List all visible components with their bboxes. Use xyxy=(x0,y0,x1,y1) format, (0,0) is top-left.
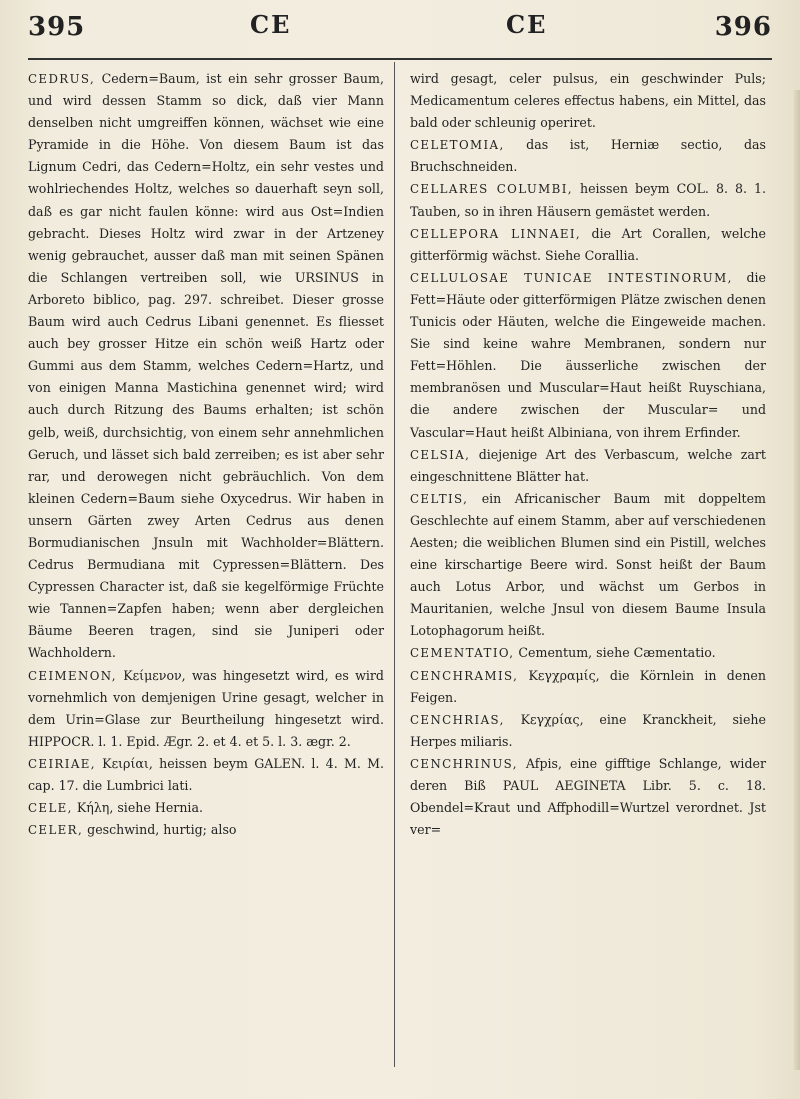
entry-cenchrinus xyxy=(410,753,766,841)
entry-text: diejenige Art des Verbascum, welche zart eingeschnittene Blätter hat. xyxy=(410,446,766,484)
entry-head: CEIRIAE, xyxy=(28,756,96,771)
right-column xyxy=(410,68,766,841)
page-edge-shadow xyxy=(794,90,800,1070)
column-divider xyxy=(394,62,395,1067)
entry-head: CEDRUS, xyxy=(28,72,96,86)
entry-cenchrias xyxy=(410,709,766,753)
right-page-number: 396 xyxy=(714,12,772,42)
entry-text: Κείμενον, was hingesetzt wird, es wird vornehmlich von demjenigen Urine gesagt, welcher in dem Urin=Glase zur Beurtheilung hingesetzt wird. HIPPOCR. l. 1. Epid. Ægr. 2. et 4. et 5. l. 3. ægr. 2. xyxy=(28,667,384,749)
entry-text: Κειρίαι, heissen beym GALEN. l. 4. M. M. cap. 17. die Lumbrici lati. xyxy=(28,755,384,793)
page-header xyxy=(28,8,772,58)
header-rule xyxy=(28,58,772,60)
entry-cementatio xyxy=(410,642,766,664)
left-column xyxy=(28,68,384,841)
entry-text: die Art Corallen, welche gitterförmig wächst. Siehe Corallia. xyxy=(410,225,766,263)
entry-head: CELSIA, xyxy=(410,447,471,462)
entry-head: CELLEPORA LINNAEI, xyxy=(410,226,582,241)
entry-ceimenon xyxy=(28,665,384,753)
left-page-number: 395 xyxy=(28,12,86,42)
entry-head: CEMENTATIO, xyxy=(410,646,515,661)
entry-text: Cedern=Baum, ist ein sehr grosser Baum, und wird dessen Stamm so dick, daß vier Mann denselben nicht umgreiffen können, wächset wie eine Pyramide in die Höhe. Von diesem Baum ist das Lignum Cedri, das Cedern=Holtz, ein sehr vestes und wohlriechendes Holtz, welches so dauerhaft seyn soll, daß es gar nicht faulen könne: wird aus Ost=Indien gebracht. Dieses Holtz wird zwar in der Artzeney wenig gebrauchet, ausser daß man mit seinen Spänen die Schlangen vertreiben soll, wie URSINUS in Arboreto biblico, pag. 297. schreibet. Dieser grosse Baum wird auch Cedrus Libani genennet. Es fliesset auch bey grosser Hitze ein schön weiß Hartz oder Gummi aus dem Stamm, welches Cedern=Hartz, und von einigen Manna Mastichina genennet wird; wird auch durch Ritzung des Baums erhalten; ist schön gelb, weiß, durchsichtig, von einem sehr annehmlichen Geruch, und lässet sich bald zerreiben; es ist aber sehr rar, und derowegen nicht gebräuchlich. Von dem kleinen Cedern=Baum siehe Oxycedrus. Wir haben in unsern Gärten zwey Arten Cedrus aus denen Bormudianischen Jnsuln mit Wachholder=Blättern. Cedrus Bermudiana mit Cypressen=Blättern. Des Cypressen Character ist, daß sie kegelförmige Früchte wie Tannen=Zapfen haben; wenn aber dergleichen Bäume Beeren tragen, sind sie Juniperi oder Wachholdern. xyxy=(28,71,384,661)
entry-text: Afpis, eine gifftige Schlange, wider deren Biß PAUL AEGINETA Libr. 5. c. 18. Obendel=Kraut und Affphodill=Wurtzel verordnet. Jst ver= xyxy=(410,755,766,838)
left-running-head: CE xyxy=(250,10,292,39)
entry-text: das ist, Herniæ sectio, das Bruchschneiden. xyxy=(410,137,766,175)
entry-text: wird gesagt, celer pulsus, ein geschwinder Puls; Medicamentum celeres effectus habens, ein Mittel, das bald oder schleunig operiret. xyxy=(410,71,766,131)
entry-cele xyxy=(28,797,384,819)
entry-cellares-columbi xyxy=(410,178,766,222)
entry-head: CELTIS, xyxy=(410,491,469,506)
entry-cellepora xyxy=(410,223,766,267)
entry-celtis xyxy=(410,488,766,643)
entry-cedrus xyxy=(28,68,384,665)
entry-celetomia xyxy=(410,134,766,178)
entry-head: CELE, xyxy=(28,801,73,816)
entry-text: Κήλη, siehe Hernia. xyxy=(76,800,203,816)
entry-celer-continued xyxy=(410,68,766,134)
entry-head: CELER, xyxy=(28,823,84,838)
right-running-head: CE xyxy=(506,10,548,39)
entry-text: geschwind, hurtig; also xyxy=(87,822,237,838)
entry-text: heissen beym COL. 8. 8. 1. Tauben, so in ihren Häusern gemästet werden. xyxy=(410,181,766,219)
entry-text: die Fett=Häute oder gitterförmigen Plätze zwischen denen Tunicis oder Häuten, welche die Eingeweide machen. Sie sind keine wahre Membranen, sondern nur Fett=Höhlen. Die äusserliche zwischen der membranösen und Muscular=Haut heißt Ruyschiana, die andere zwischen der Muscular= und Vascular=Haut heißt Albiniana, von ihrem Erfinder. xyxy=(410,269,766,440)
entry-cellulosae-tunicae xyxy=(410,267,766,444)
entry-head: CELETOMIA, xyxy=(410,138,505,153)
entry-text: Κεγχραμίς, die Körnlein in denen Feigen. xyxy=(410,667,766,705)
entry-cenchramis xyxy=(410,665,766,709)
entry-head: CELLARES COLUMBI, xyxy=(410,182,573,197)
entry-head: CENCHRIAS, xyxy=(410,712,505,727)
entry-head: CELLULOSAE TUNICAE INTESTINORUM, xyxy=(410,270,733,285)
entry-celsia xyxy=(410,444,766,488)
entry-head: CENCHRINUS, xyxy=(410,756,518,771)
entry-text: Κεγχρίας, eine Kranckheit, siehe Herpes miliaris. xyxy=(410,711,766,749)
entry-text: Cementum, siehe Cæmentatio. xyxy=(518,645,716,661)
entry-ceiriae xyxy=(28,753,384,797)
entry-head: CENCHRAMIS, xyxy=(410,668,519,683)
entry-celer xyxy=(28,819,384,841)
entry-text: ein Africanischer Baum mit doppeltem Geschlechte auf einem Stamm, aber auf verschiedenen Aesten; die weiblichen Blumen sind ein Pistill, welches eine kirschartige Beere wird. Sonst heißt der Baum auch Lotus Arbor, und wächst um Gerbos in Mauritanien, welche Jnsul von diesem Baume Insula Lotophagorum heißt. xyxy=(410,490,766,639)
entry-head: CEIMENON, xyxy=(28,668,117,683)
